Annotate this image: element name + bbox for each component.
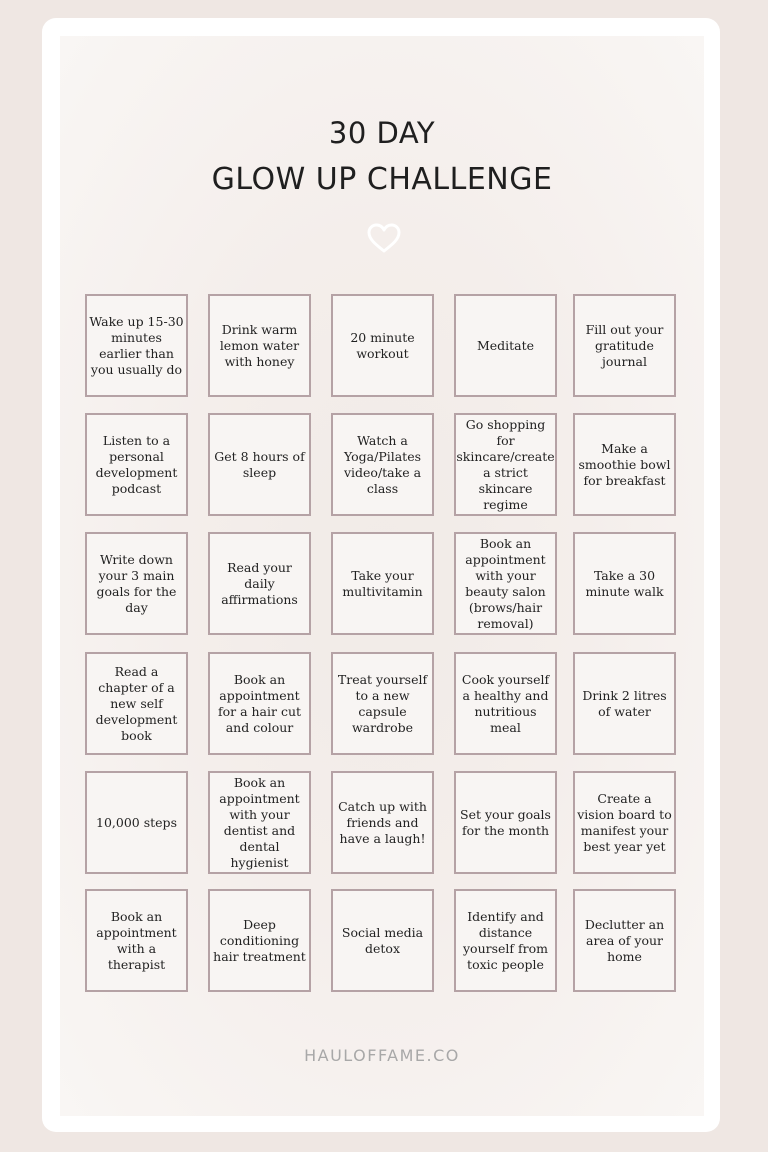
challenge-text: Read your daily affirmations <box>221 559 298 607</box>
page-title-line-2: GLOW UP CHALLENGE <box>211 162 553 197</box>
challenge-text: Meditate <box>476 337 535 353</box>
challenge-text: Read a chapter of a new self development book <box>95 663 178 743</box>
challenge-cell <box>85 652 188 755</box>
challenge-cell <box>454 889 557 992</box>
challenge-text: Get 8 hours of sleep <box>214 448 305 480</box>
challenge-cell <box>85 889 188 992</box>
challenge-text: Create a vision board to manifest your best year yet <box>577 790 672 854</box>
challenge-cell <box>454 532 557 635</box>
challenge-cell <box>208 652 311 755</box>
challenge-text: Book an appointment with your dentist and dental hygienist <box>219 774 300 870</box>
challenge-text: Set your goals for the month <box>460 806 551 838</box>
challenge-text: Fill out your gratitude journal <box>585 321 664 369</box>
challenge-cell <box>454 413 557 516</box>
challenge-cell <box>331 771 434 874</box>
challenge-cell <box>85 413 188 516</box>
challenge-text: Take a 30 minute walk <box>585 567 664 599</box>
page-title-line-1: 30 DAY <box>328 116 436 150</box>
challenge-cell <box>208 413 311 516</box>
challenge-cell <box>331 532 434 635</box>
challenge-text: Book an appointment with a therapist <box>96 908 177 972</box>
challenge-cell <box>208 771 311 874</box>
challenge-cell <box>454 771 557 874</box>
challenge-text: Wake up 15-30 minutes earlier than you usually do <box>89 313 184 377</box>
challenge-text: Identify and distance yourself from toxic people <box>462 908 548 972</box>
challenge-text: Write down your 3 main goals for the day <box>96 551 177 615</box>
challenge-cell <box>573 294 676 397</box>
challenge-text: Make a smoothie bowl for breakfast <box>578 440 671 488</box>
challenge-text: Listen to a personal development podcast <box>95 432 178 496</box>
challenge-cell <box>573 771 676 874</box>
challenge-text: Book an appointment with your beauty salon (brows/hair removal) <box>465 535 546 631</box>
footer-site-name: HAULOFFAME.CO <box>304 1046 460 1065</box>
challenge-text: Social media detox <box>341 924 424 956</box>
challenge-text: Treat yourself to a new capsule wardrobe <box>337 671 428 735</box>
challenge-cell <box>331 294 434 397</box>
challenge-text: Declutter an area of your home <box>584 916 665 964</box>
challenge-text: Cook yourself a healthy and nutritious meal <box>461 671 550 735</box>
challenge-cell <box>331 413 434 516</box>
challenge-cell <box>208 294 311 397</box>
challenge-cell <box>331 889 434 992</box>
challenge-cell <box>85 532 188 635</box>
challenge-text: Go shopping for skincare/create a strict skincare regime <box>456 416 555 512</box>
challenge-text: Deep conditioning hair treatment <box>213 916 306 964</box>
challenge-cell <box>208 889 311 992</box>
challenge-text: Catch up with friends and have a laugh! <box>338 798 427 846</box>
challenge-text: 10,000 steps <box>96 814 177 830</box>
challenge-text: Drink 2 litres of water <box>582 687 667 719</box>
challenge-text: Watch a Yoga/Pilates video/take a class <box>343 432 422 496</box>
challenge-cell <box>573 413 676 516</box>
challenge-cell <box>85 294 188 397</box>
challenge-cell <box>208 532 311 635</box>
challenge-cell <box>454 294 557 397</box>
challenge-cell <box>573 532 676 635</box>
challenge-cell <box>573 889 676 992</box>
challenge-text: Drink warm lemon water with honey <box>219 321 300 369</box>
challenge-text: Book an appointment for a hair cut and colour <box>217 671 302 735</box>
challenge-cell <box>573 652 676 755</box>
challenge-cell <box>454 652 557 755</box>
challenge-cell <box>331 652 434 755</box>
challenge-cell <box>85 771 188 874</box>
challenge-text: 20 minute workout <box>350 329 415 361</box>
heart-icon <box>366 222 402 254</box>
challenge-text: Take your multivitamin <box>342 567 423 599</box>
